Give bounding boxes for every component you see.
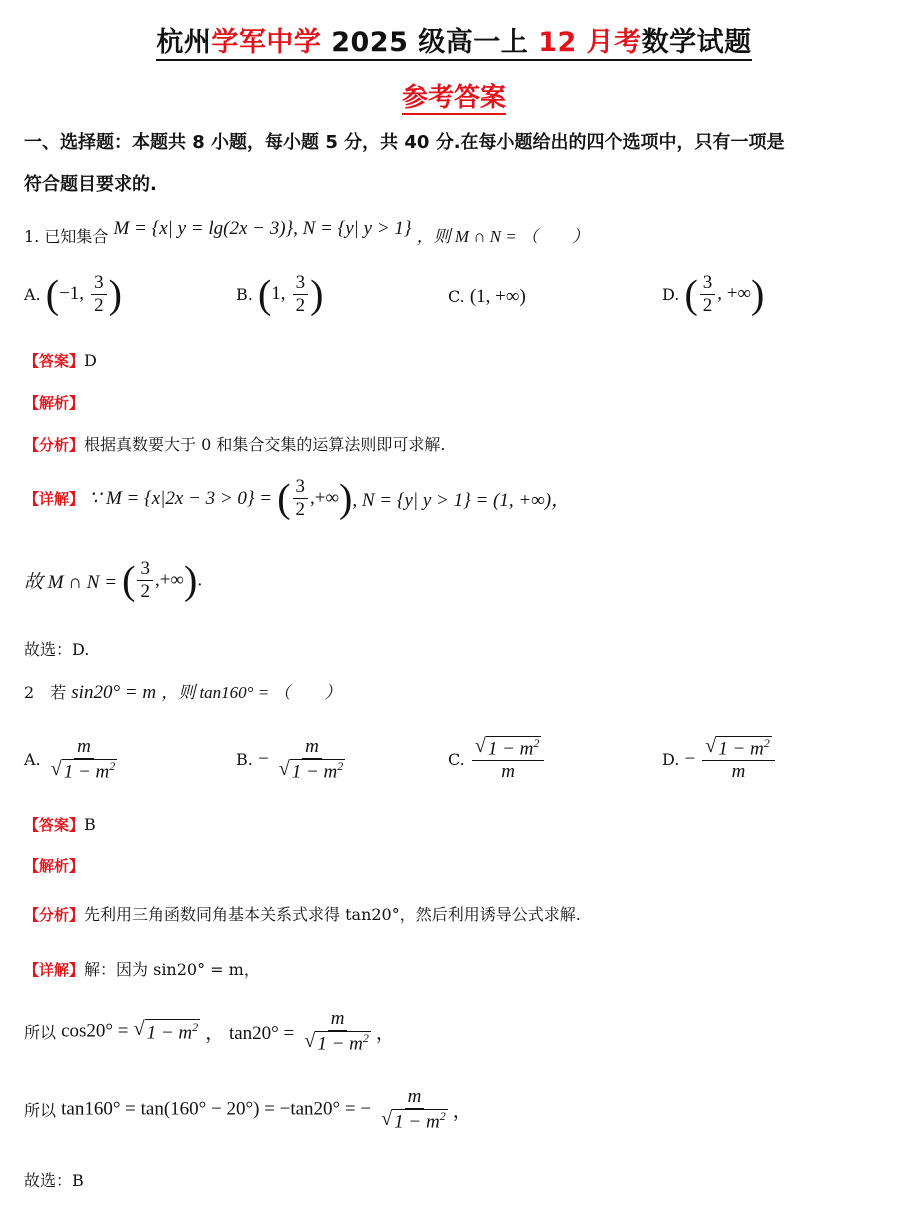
title-part: 杭州 [156, 27, 212, 58]
q2-prefix: 2 若 [24, 683, 67, 702]
section-heading-line2: 符合题目要求的. [24, 174, 157, 195]
q2-analysis-tag: 【解析】 [24, 857, 85, 875]
q2-choose: 故选：B [24, 1171, 84, 1190]
title-school: 学军中学 [211, 27, 322, 58]
q1-choose: 故选：D. [24, 640, 90, 659]
q2-option-a: A. m √ $1 - m^2$ [24, 736, 116, 783]
q1-stem [24, 218, 590, 248]
q1-option-d: D. ( $\frac{3}{2}$ , +∞) [662, 271, 765, 317]
q2-cos-line: 所以 cos20° = √ $1 - m^2$ ， tan20° = m √ $1 - m^2$ ， [24, 1008, 395, 1055]
q2-stem [24, 678, 341, 704]
title-month: 12 月考 [538, 27, 642, 58]
q1-answer: 【答案】D [24, 351, 97, 370]
q1-option-c: C. (1, +∞) [448, 286, 526, 307]
q1-analysis-tag: 【解析】 [24, 394, 85, 412]
q2-detail-text: 解：因为 sin20° = m， [84, 960, 260, 979]
q1-answer-value: D [84, 351, 97, 370]
q2-fenxi: 【分析】先利用三角函数同角基本关系式求得 tan20°，然后利用诱导公式求解. [24, 905, 581, 924]
section-heading-line1: 一、选择题：本题共 8 小题，每小题 5 分，共 40 分.在每小题给出的四个选项中，只有一项是 [24, 132, 785, 153]
q1-fenxi-text: 根据真数要大于 0 和集合交集的运算法则即可求解. [84, 435, 446, 454]
q2-answer: 【答案】B [24, 815, 96, 834]
q2-option-d: D. − √ $1 - m^2$ m [662, 736, 777, 783]
q2-expression: sin20° = m [71, 682, 157, 703]
q2-option-b: B. − m √ $1 - m^2$ [236, 736, 344, 783]
page-title [0, 20, 908, 59]
q2-option-c: C. √ $1 - m^2$ m [448, 736, 546, 783]
q1-conclusion: 故 M ∩ N = ( $\frac{3}{2}$ ,+∞). [24, 557, 203, 603]
q1-detail-expr: ∵ M = {x|2x − 3 > 0} = [89, 487, 273, 509]
page-subtitle: 参考答案 [401, 83, 506, 113]
q1-fenxi: 【分析】根据真数要大于 0 和集合交集的运算法则即可求解. [24, 435, 446, 454]
q1-detail: 【详解】 ∵ M = {x|2x − 3 > 0} = ( $\frac{3}{2}$ ,+∞), N = {y| y > 1} = (1, +∞)， [24, 475, 571, 521]
q2-answer-value: B [84, 815, 96, 834]
q1-set-expression: M = {x| y = lg(2x − 3)}, N = {y| y > 1} [113, 218, 412, 239]
q1-ask: ，则 M ∩ N = （ ） [416, 227, 590, 246]
q2-detail: 【详解】解：因为 sin20° = m， [24, 960, 260, 979]
q2-tan160-line: 所以 tan160° = tan(160° − 20°) = −tan20° = − m √ $1 - m^2$ ， [24, 1086, 472, 1133]
q1-option-a: A. (−1, $\frac{3}{2}$ ) [24, 271, 122, 317]
title-part: 数学试题 [641, 27, 752, 58]
q1-prefix: 1. 已知集合 [24, 227, 109, 246]
q2-fenxi-text: 先利用三角函数同角基本关系式求得 tan20°，然后利用诱导公式求解. [84, 905, 581, 924]
q2-ask: ，则 tan160° = （ ） [161, 683, 342, 702]
title-part: 2025 级高一上 [321, 27, 539, 58]
q1-option-b: B. (1, $\frac{3}{2}$ ) [236, 271, 324, 317]
